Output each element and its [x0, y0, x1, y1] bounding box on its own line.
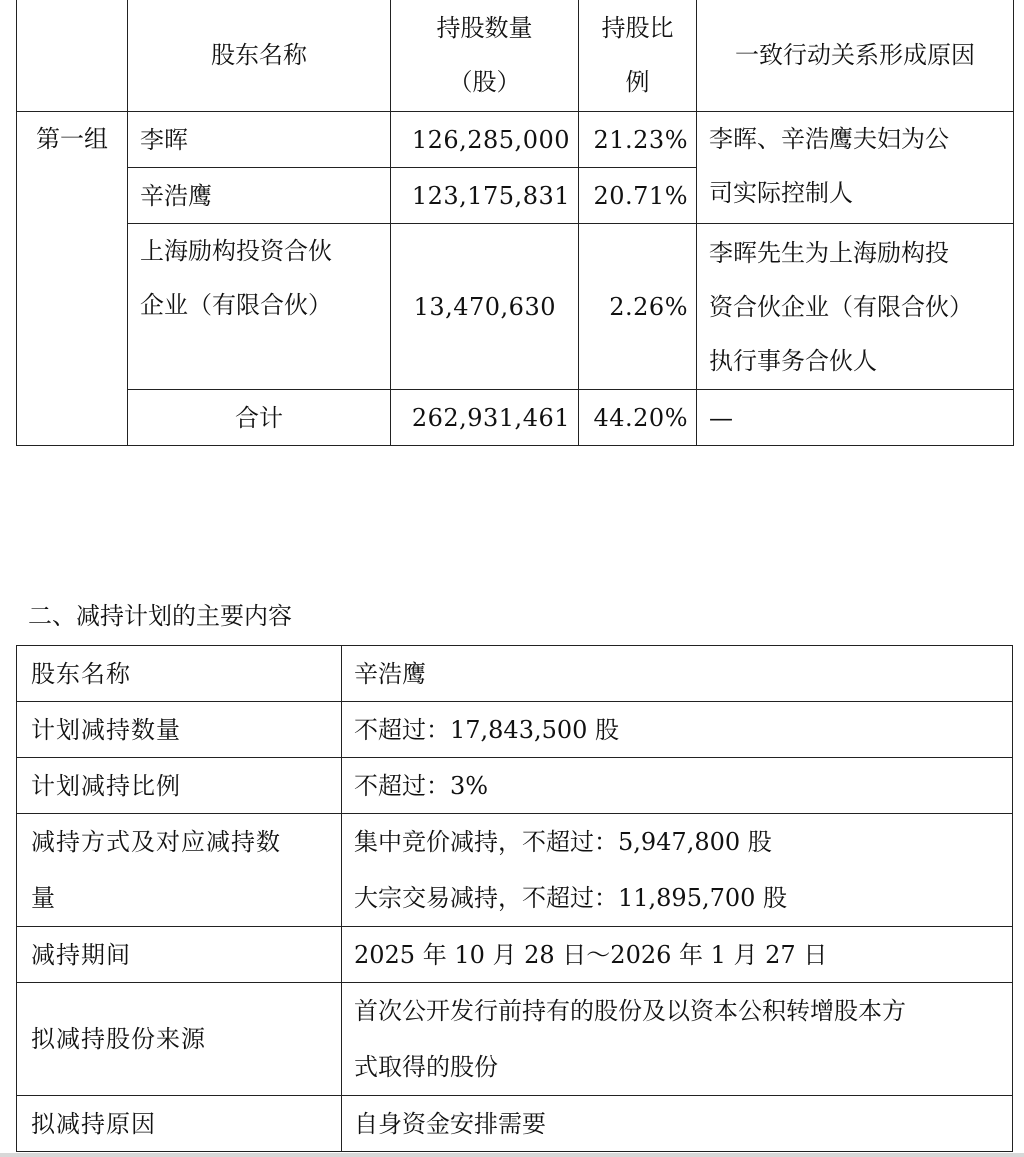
reduction-plan-table: [16, 645, 1013, 1152]
method-value: [342, 814, 1013, 927]
section-title: 二、减持计划的主要内容: [28, 602, 292, 630]
ratio-value: 2.26%: [579, 224, 697, 390]
relation-reason-1-line1: 李晖、辛浩鹰夫妇为公: [709, 125, 949, 153]
method-label: [17, 814, 342, 927]
shareholder-name: [128, 224, 391, 390]
relation-reason-2: [697, 224, 1014, 390]
header-shareholder-name: 股东名称: [128, 0, 391, 112]
relation-reason-2-line3: 执行事务合伙人: [709, 346, 877, 375]
table-row: [17, 758, 1013, 814]
table-header-row: [17, 0, 1014, 112]
shareholder-name-line2: 企业（有限合伙）: [140, 291, 332, 319]
method-value-line2: 大宗交易减持，不超过：11,895,700 股: [354, 884, 788, 912]
table-row: [17, 983, 1013, 1096]
group-label: 第一组: [17, 112, 128, 446]
shares-value: 123,175,831: [391, 168, 579, 224]
shares-value: 13,470,630: [391, 224, 579, 390]
relation-reason-1-line2: 司实际控制人: [709, 179, 853, 207]
header-empty-cell: [17, 0, 128, 112]
header-ratio-line2: 例: [625, 68, 650, 96]
ratio-value: 21.23%: [579, 112, 697, 168]
planned-quantity-label: 计划减持数量: [17, 702, 342, 758]
planned-quantity-value: 不超过：17,843,500 股: [342, 702, 1013, 758]
table-row: [17, 224, 1014, 390]
source-value-line1: 首次公开发行前持有的股份及以资本公积转增股本方: [354, 997, 906, 1025]
reason-label: 拟减持原因: [17, 1096, 342, 1152]
method-value-line1: 集中竞价减持，不超过：5,947,800 股: [354, 828, 772, 856]
relation-reason-2-line1: 李晖先生为上海励构投: [709, 238, 949, 267]
shareholder-name-line1: 上海励构投资合伙: [140, 237, 332, 265]
header-ratio-line1: 持股比: [601, 14, 674, 42]
relation-reason-2-line2: 资合伙企业（有限合伙）: [709, 292, 973, 321]
ratio-value: 20.71%: [579, 168, 697, 224]
shareholder-name-value: 辛浩鹰: [342, 646, 1013, 702]
shareholding-table: [16, 0, 1014, 446]
shareholder-name: 李晖: [128, 112, 391, 168]
header-relation-reason: 一致行动关系形成原因: [697, 0, 1014, 112]
table-row: [17, 927, 1013, 983]
table-row: [17, 646, 1013, 702]
relation-reason-1: [697, 112, 1014, 224]
method-label-line1: 减持方式及对应减持数: [31, 828, 281, 856]
source-value-line2: 式取得的股份: [354, 1053, 498, 1081]
total-shares: 262,931,461: [391, 390, 579, 446]
source-label: 拟减持股份来源: [17, 983, 342, 1096]
total-ratio: 44.20%: [579, 390, 697, 446]
header-shares-line2: （股）: [448, 68, 521, 96]
total-reason: —: [697, 390, 1014, 446]
source-value: [342, 983, 1013, 1096]
shareholder-name: 辛浩鹰: [128, 168, 391, 224]
shares-value: 126,285,000: [391, 112, 579, 168]
table-row: [17, 702, 1013, 758]
period-value: 2025 年 10 月 28 日～2026 年 1 月 27 日: [342, 927, 1013, 983]
total-row: [17, 390, 1014, 446]
shareholder-name-label: 股东名称: [17, 646, 342, 702]
header-shares-line1: 持股数量: [436, 14, 533, 42]
page-bottom-divider: [0, 1153, 1024, 1157]
reason-value: 自身资金安排需要: [342, 1096, 1013, 1152]
planned-ratio-value: 不超过：3%: [342, 758, 1013, 814]
period-label: 减持期间: [17, 927, 342, 983]
table-row: [17, 1096, 1013, 1152]
method-label-line2: 量: [31, 884, 56, 912]
total-label: 合计: [128, 390, 391, 446]
header-shares: [391, 0, 579, 112]
planned-ratio-label: 计划减持比例: [17, 758, 342, 814]
table-row: [17, 814, 1013, 927]
table-row: [17, 112, 1014, 168]
header-ratio: [579, 0, 697, 112]
